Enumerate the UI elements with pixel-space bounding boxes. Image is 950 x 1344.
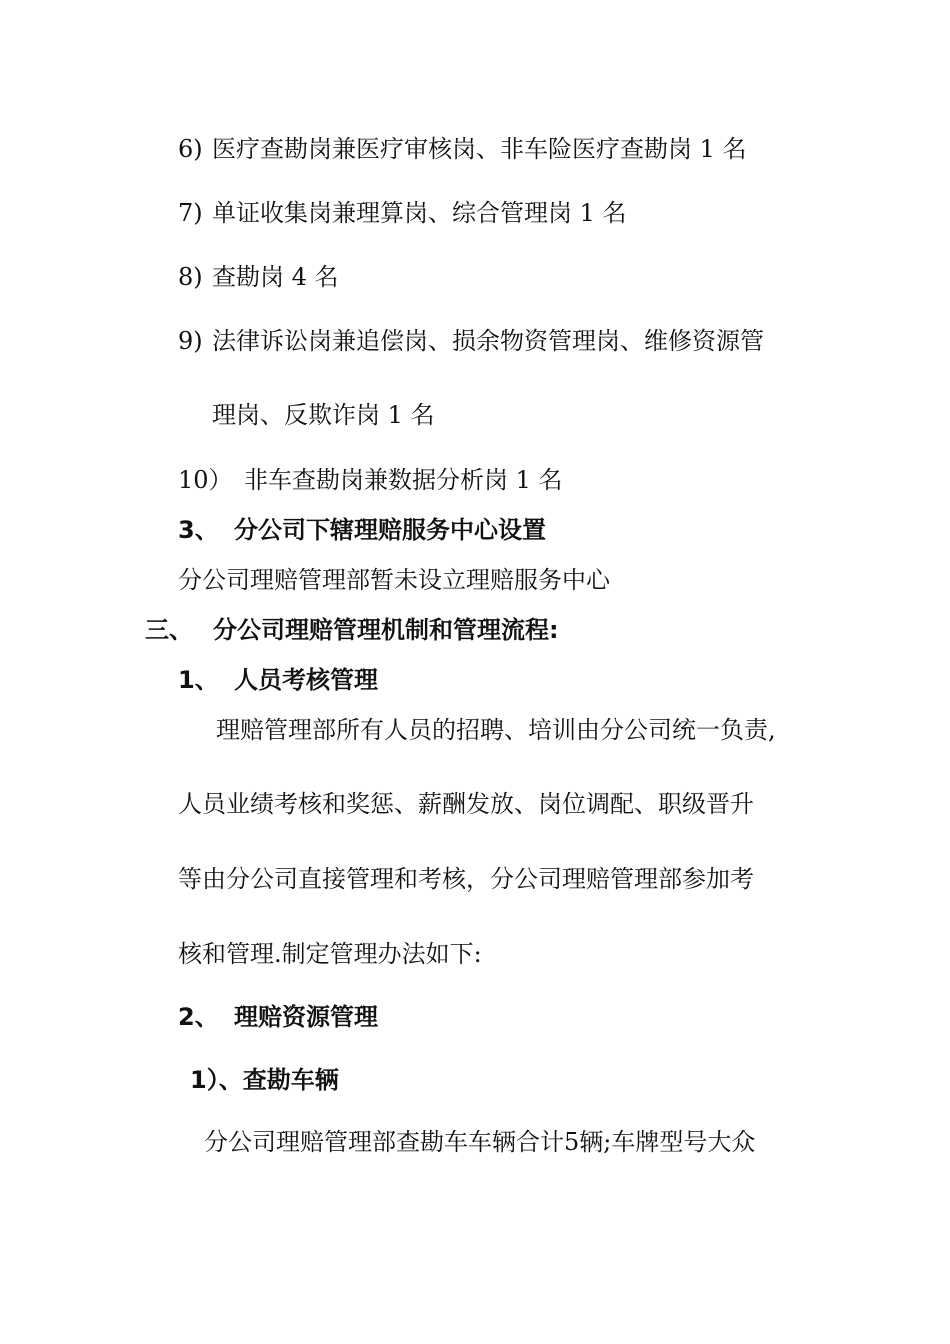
section-heading: [178, 665, 378, 695]
paragraph-line: 等由分公司直接管理和考核，分公司理赔管理部参加考: [178, 865, 754, 893]
list-item: [178, 262, 339, 292]
paragraph-line: 人员业绩考核和奖惩、薪酬发放、岗位调配、职级晋升: [178, 790, 754, 818]
section-number: 1、: [178, 666, 219, 694]
chapter-title: 分公司理赔管理机制和管理流程:: [213, 616, 559, 644]
chapter-heading: [145, 615, 559, 645]
list-number: 6): [178, 135, 203, 163]
section-heading: [178, 1002, 378, 1032]
list-text: 非车查勘岗兼数据分析岗 1 名: [244, 466, 563, 494]
list-text: 医疗查勘岗兼医疗审核岗、非车险医疗查勘岗 1 名: [212, 135, 747, 163]
subsection-heading: 1）、查勘车辆: [190, 1066, 339, 1094]
list-item: [178, 198, 627, 228]
section-number: 3、: [178, 516, 219, 544]
section-number: 2、: [178, 1003, 219, 1031]
list-number: 8): [178, 263, 203, 291]
paragraph: 分公司理赔管理部查勘车车辆合计5辆;车牌型号大众: [204, 1128, 756, 1156]
list-item-continuation: 理岗、反欺诈岗 1 名: [212, 401, 435, 429]
section-title: 分公司下辖理赔服务中心设置: [234, 516, 546, 544]
list-text: 查勘岗 4 名: [212, 263, 339, 291]
section-heading: [178, 515, 546, 545]
paragraph: 分公司理赔管理部暂未设立理赔服务中心: [178, 566, 610, 594]
paragraph-line: 理赔管理部所有人员的招聘、培训由分公司统一负责,: [216, 716, 776, 744]
list-number: 9): [178, 327, 203, 355]
list-text: 单证收集岗兼理算岗、综合管理岗 1 名: [212, 199, 627, 227]
list-item: [178, 326, 764, 356]
list-item: [178, 465, 563, 495]
section-title: 理赔资源管理: [234, 1003, 378, 1031]
list-number: 7): [178, 199, 203, 227]
list-number: 10）: [178, 466, 233, 494]
list-item: [178, 134, 747, 164]
paragraph-line: 核和管理.制定管理办法如下:: [178, 940, 482, 968]
chapter-number: 三、: [145, 616, 193, 644]
list-text: 法律诉讼岗兼追偿岗、损余物资管理岗、维修资源管: [212, 327, 764, 355]
section-title: 人员考核管理: [234, 666, 378, 694]
